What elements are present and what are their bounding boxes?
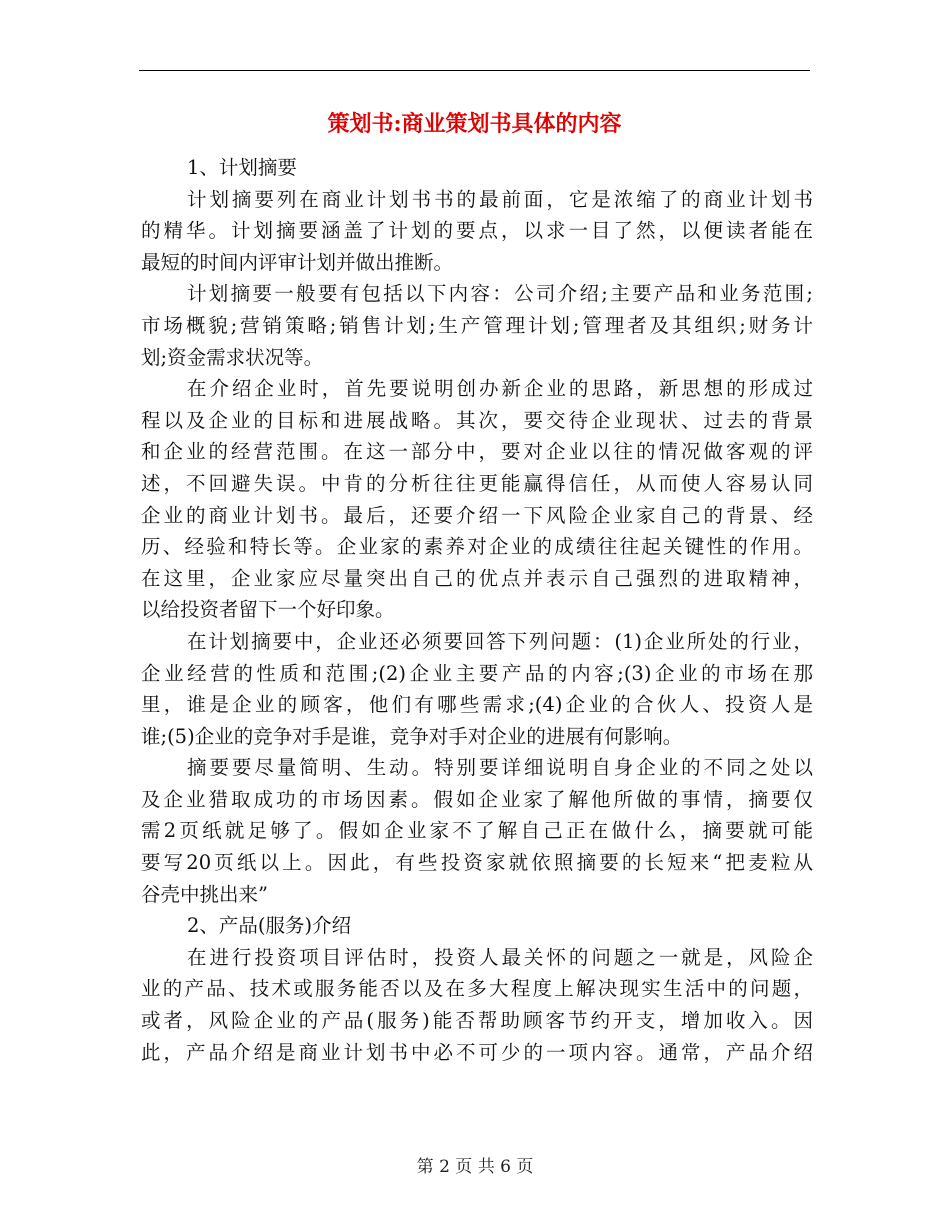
text-line: 在进行投资项目评估时，投资人最关怀的问题之一就是，风险企 bbox=[187, 945, 813, 969]
text-line: 和企业的经营范围。在这一部分中，要对企业以往的情况做客观的评 bbox=[141, 440, 813, 464]
text-line: 或者，风险企业的产品(服务)能否帮助顾客节约开支，增加收入。因 bbox=[141, 1009, 813, 1033]
text-line: 程以及企业的目标和进展战略。其次，要交待企业现状、过去的背景 bbox=[141, 408, 813, 432]
text-line: 谁;(5)企业的竞争对手是谁，竞争对手对企业的进展有何影响。 bbox=[141, 724, 683, 748]
text-line: 企业经营的性质和范围;(2)企业主要产品的内容;(3)企业的市场在那 bbox=[141, 661, 813, 685]
text-line: 计划摘要一般要有包括以下内容：公司介绍;主要产品和业务范围; bbox=[187, 282, 813, 306]
text-line: 摘要要尽量简明、生动。特别要详细说明自身企业的不同之处以 bbox=[187, 756, 813, 780]
text-line: 需2页纸就足够了。假如企业家不了解自己正在做什么，摘要就可能 bbox=[141, 819, 813, 843]
header-rule bbox=[139, 70, 810, 71]
text-line: 企业的商业计划书。最后，还要介绍一下风险企业家自己的背景、经 bbox=[141, 503, 813, 527]
text-line: 里，谁是企业的顾客，他们有哪些需求;(4)企业的合伙人、投资人是 bbox=[141, 693, 813, 717]
text-line: 计划摘要列在商业计划书书的最前面，它是浓缩了的商业计划书 bbox=[187, 187, 813, 211]
text-line: 2、产品(服务)介绍 bbox=[187, 914, 352, 938]
document-title: 策划书:商业策划书具体的内容 bbox=[327, 111, 622, 137]
text-line: 1、计划摘要 bbox=[187, 156, 297, 179]
text-line: 业的产品、技术或服务能否以及在多大程度上解决现实生活中的问题， bbox=[141, 977, 813, 1001]
text-line: 谷壳中挑出来” bbox=[141, 882, 268, 906]
text-line: 最短的时间内评审计划并做出推断。 bbox=[141, 250, 454, 274]
text-line: 在介绍企业时，首先要说明创办新企业的思路，新思想的形成过 bbox=[187, 377, 813, 401]
text-line: 述，不回避失误。中肯的分析往往更能赢得信任，从而使人容易认同 bbox=[141, 471, 813, 495]
text-line: 在计划摘要中，企业还必须要回答下列问题：(1)企业所处的行业， bbox=[187, 629, 813, 653]
text-line: 此，产品介绍是商业计划书中必不可少的一项内容。通常，产品介绍 bbox=[141, 1040, 813, 1064]
text-line: 在这里，企业家应尽量突出自己的优点并表示自己强烈的进取精神， bbox=[141, 566, 813, 590]
document-body bbox=[141, 152, 813, 1068]
text-line: 划;资金需求状况等。 bbox=[141, 345, 324, 369]
page-number: 第 2 页 共 6 页 bbox=[416, 1157, 534, 1177]
text-line: 市场概貌;营销策略;销售计划;生产管理计划;管理者及其组织;财务计 bbox=[141, 313, 813, 337]
text-line: 的精华。计划摘要涵盖了计划的要点，以求一目了然，以便读者能在 bbox=[141, 219, 813, 243]
text-line: 以给投资者留下一个好印象。 bbox=[141, 598, 395, 622]
text-line: 及企业猎取成功的市场因素。假如企业家了解他所做的事情，摘要仅 bbox=[141, 787, 813, 811]
text-line: 历、经验和特长等。企业家的素养对企业的成绩往往起关键性的作用。 bbox=[141, 535, 813, 559]
text-line: 要写20页纸以上。因此，有些投资家就依照摘要的长短来“把麦粒从 bbox=[141, 851, 813, 875]
